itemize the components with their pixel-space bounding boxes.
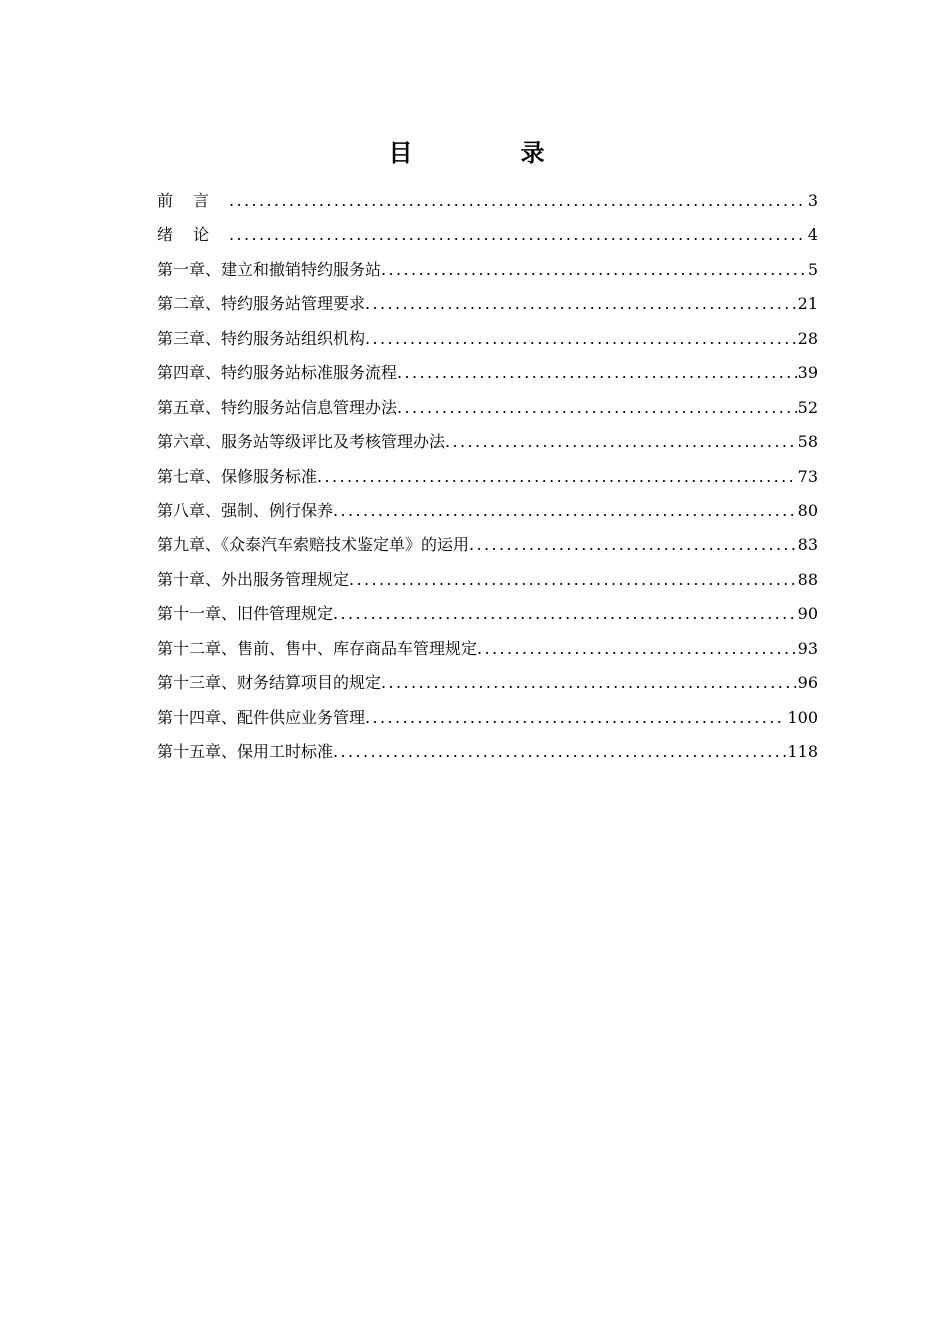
toc-entry-page-number: 93	[797, 638, 818, 658]
toc-entry-label: 绪论	[157, 225, 230, 245]
toc-dot-leader	[381, 253, 807, 287]
toc-dot-leader	[397, 356, 797, 390]
toc-entry-label: 第八章、强制、例行保养	[157, 500, 334, 520]
toc-dot-leader	[229, 218, 807, 252]
toc-entry-page-number: 39	[797, 363, 818, 383]
toc-entry-label: 第十四章、配件供应业务管理	[157, 707, 366, 727]
toc-entry-page-number: 88	[797, 569, 818, 589]
toc-entry-label: 第四章、特约服务站标准服务流程	[157, 363, 398, 383]
toc-entry-label: 第二章、特约服务站管理要求	[157, 294, 366, 314]
toc-entry-page-number: 3	[807, 191, 818, 210]
toc-entry[interactable]	[157, 563, 818, 597]
toc-entry[interactable]	[157, 735, 818, 769]
toc-dot-leader	[365, 287, 797, 321]
toc-entry[interactable]	[157, 218, 818, 252]
toc-entry[interactable]	[157, 460, 818, 494]
toc-entry[interactable]	[157, 391, 818, 425]
toc-entry[interactable]	[157, 632, 818, 666]
toc-dot-leader	[445, 425, 797, 459]
toc-entry-page-number: 4	[807, 225, 818, 245]
toc-entry[interactable]	[157, 356, 818, 390]
toc-entry[interactable]	[157, 701, 818, 735]
toc-entry-label: 第十一章、旧件管理规定	[157, 604, 334, 624]
toc-entry-label: 第九章、《众泰汽车索赔技术鉴定单》的运用	[157, 535, 470, 555]
toc-entry-label: 第五章、特约服务站信息管理办法	[157, 397, 398, 417]
toc-dot-leader	[397, 391, 797, 425]
toc-dot-leader	[381, 666, 797, 700]
toc-entry-label: 前言	[157, 191, 230, 210]
toc-entry-page-number: 100	[787, 707, 818, 727]
toc-entry-page-number: 5	[807, 259, 818, 279]
toc-dot-leader	[469, 528, 797, 562]
toc-dot-leader	[477, 632, 797, 666]
toc-dot-leader	[333, 494, 797, 528]
toc-title: 目 录	[388, 138, 587, 167]
toc-dot-leader	[365, 701, 786, 735]
toc-entry[interactable]	[157, 597, 818, 631]
toc-entry[interactable]	[157, 494, 818, 528]
toc-entry[interactable]	[157, 287, 818, 321]
toc-entry-page-number: 96	[797, 673, 818, 693]
toc-entry-label: 第七章、保修服务标准	[157, 466, 318, 486]
toc-entry-page-number: 28	[797, 328, 818, 348]
toc-entry-page-number: 118	[787, 742, 818, 761]
toc-dot-leader	[333, 597, 797, 631]
toc-entry-page-number: 21	[797, 294, 818, 314]
toc-entry-page-number: 73	[797, 466, 818, 486]
toc-entry[interactable]	[157, 322, 818, 356]
toc-entry-label: 第一章、建立和撤销特约服务站	[157, 259, 382, 279]
toc-entry-label: 第十五章、保用工时标准	[157, 742, 334, 761]
toc-dot-leader	[349, 563, 797, 597]
toc-entry[interactable]	[157, 253, 818, 287]
toc-entry[interactable]	[157, 666, 818, 700]
toc-entry-page-number: 83	[797, 535, 818, 555]
toc-entry-label: 第三章、特约服务站组织机构	[157, 328, 366, 348]
toc-entry[interactable]	[157, 184, 818, 218]
toc-entry-page-number: 80	[797, 500, 818, 520]
toc-entry-label: 第十二章、售前、售中、库存商品车管理规定	[157, 638, 478, 658]
toc-dot-leader	[333, 735, 786, 769]
toc-entry-page-number: 58	[797, 432, 818, 452]
toc-dot-leader	[229, 184, 807, 218]
toc-dot-leader	[317, 460, 797, 494]
toc-entry-label: 第十三章、财务结算项目的规定	[157, 673, 382, 693]
toc-list	[157, 184, 818, 769]
toc-dot-leader	[365, 322, 797, 356]
toc-entry-label: 第十章、外出服务管理规定	[157, 569, 350, 589]
toc-entry[interactable]	[157, 425, 818, 459]
toc-entry[interactable]	[157, 528, 818, 562]
toc-entry-label: 第六章、服务站等级评比及考核管理办法	[157, 432, 446, 452]
toc-entry-page-number: 90	[797, 604, 818, 624]
toc-entry-page-number: 52	[797, 397, 818, 417]
